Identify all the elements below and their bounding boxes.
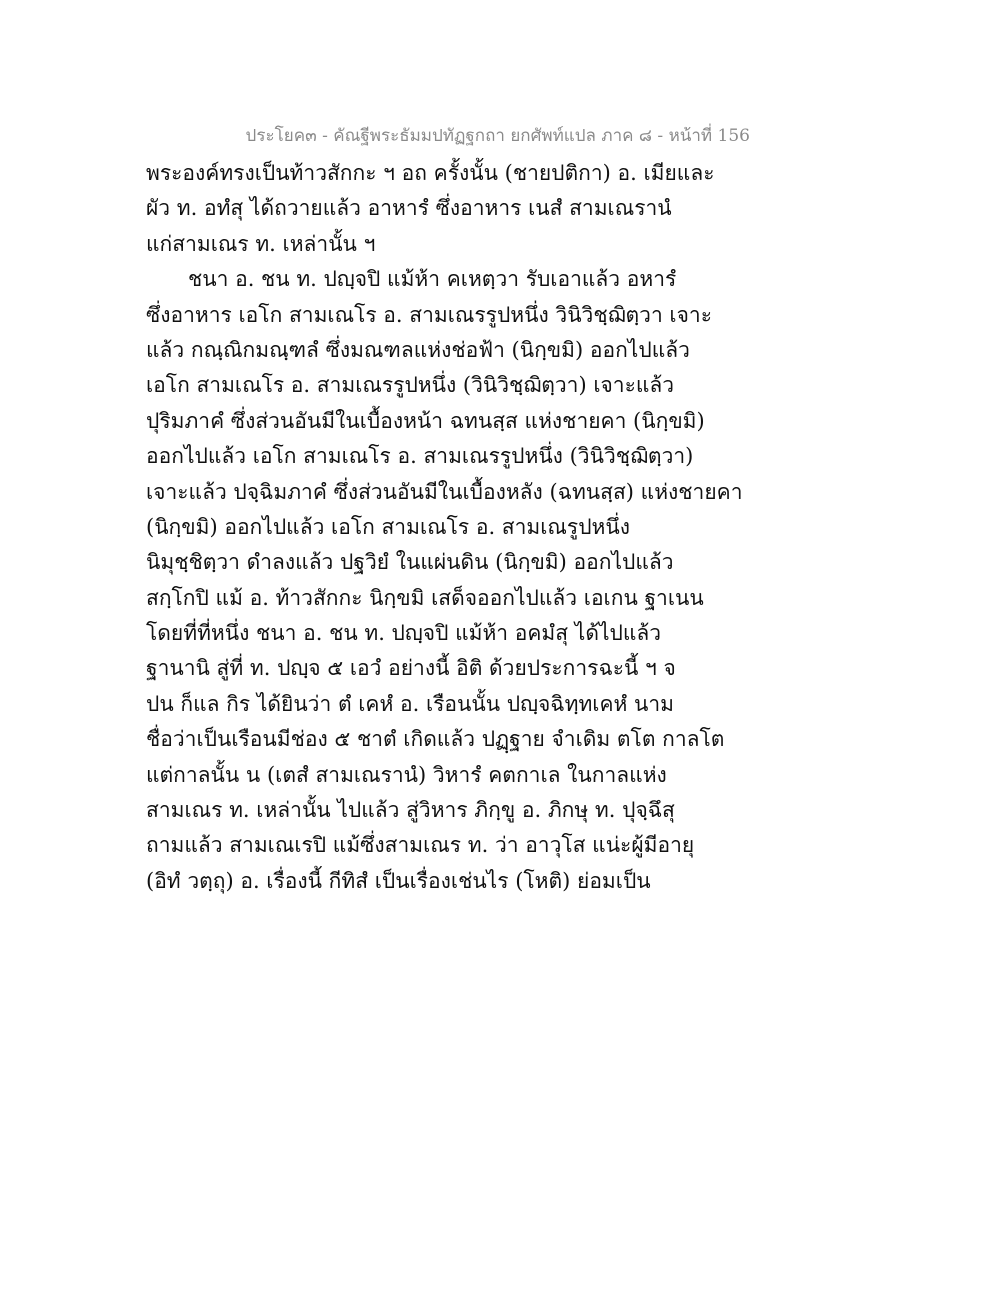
text-line: ชื่อว่าเป็นเรือนมีช่อง ๕ ชาตํ เกิดแล้ว ปฏฺฐาย จำเดิม ตโต กาลโต [146,727,725,752]
text-line: เอโก สามเณโร อ. สามเณรรูปหนึ่ง (วินิวิชฺฌิตฺวา) เจาะแล้ว [146,373,675,398]
text-line: ปุริมภาคํ ซึ่งส่วนอันมีในเบื้องหน้า ฉทนสฺส แห่งชายคา (นิกฺขมิ) [146,408,705,433]
page-header: ประโยค๓ - คัณฐีพระธัมมปทัฏฐกถา ยกศัพท์แปล ภาค ๘ - หน้าที่ 156 [245,126,750,146]
text-line: นิมุชฺชิตฺวา ดำลงแล้ว ปฐวิยํ ในแผ่นดิน (นิกฺขมิ) ออกไปแล้ว [146,550,674,575]
text-line: โดยที่ที่หนึ่ง ชนา อ. ชน ท. ปญฺจปิ แม้ห้า อคมํสุ ได้ไปแล้ว [146,621,662,646]
text-line: สกฺโกปิ แม้ อ. ท้าวสักกะ นิกฺขมิ เสด็จออกไปแล้ว เอเกน ฐาเนน [146,585,704,610]
text-line: (อิทํ วตฺถุ) อ. เรื่องนี้ กีทิสํ เป็นเรื่องเช่นไร (โหติ) ย่อมเป็น [146,868,651,893]
text-line: แต่กาลนั้น น (เตสํ สามเณรานํ) วิหารํ คตกาเล ในกาลแห่ง [146,762,667,787]
text-line: (นิกฺขมิ) ออกไปแล้ว เอโก สามเณโร อ. สามเณรูปหนึ่ง [146,514,630,539]
text-line: เจาะแล้ว ปจฺฉิมภาคํ ซึ่งส่วนอันมีในเบื้องหลัง (ฉทนสฺส) แห่งชายคา [146,479,743,504]
body-text [146,156,866,899]
text-line: แล้ว กณฺณิกมณฺฑลํ ซึ่งมณฑลแห่งช่อฟ้า (นิกฺขมิ) ออกไปแล้ว [146,337,690,362]
text-line: พระองค์ทรงเป็นท้าวสักกะ ฯ อถ ครั้งนั้น (ชายปติกา) อ. เมียและ [146,161,715,185]
text-line: ปน ก็แล กิร ได้ยินว่า ตํ เคหํ อ. เรือนนั้น ปญฺจฉิทฺทเคหํ นาม [146,691,675,716]
text-line: สามเณร ท. เหล่านั้น ไปแล้ว สู่วิหาร ภิกฺขู อ. ภิกษุ ท. ปุจฺฉึสุ [146,798,675,823]
text-line-paragraph-start: ชนา อ. ชน ท. ปญฺจปิ แม้ห้า คเหตฺวา รับเอาแล้ว อหารํ [188,267,677,292]
text-line: ฐานานิ สู่ที่ ท. ปญฺจ ๕ เอวํ อย่างนี้ อิติ ด้วยประการฉะนี้ ฯ จ [146,656,676,681]
text-line: ผัว ท. อทํสุ ได้ถวายแล้ว อาหารํ ซึ่งอาหาร เนสํ สามเณรานํ [146,196,672,221]
text-line: ถามแล้ว สามเณเรปิ แม้ซึ่งสามเณร ท. ว่า อาวุโส แน่ะผู้มีอายุ [146,833,695,858]
text-line: ออกไปแล้ว เอโก สามเณโร อ. สามเณรรูปหนึ่ง (วินิวิชฺฌิตฺวา) [146,444,694,469]
text-line: แก่สามเณร ท. เหล่านั้น ฯ [146,231,376,256]
text-line: ซึ่งอาหาร เอโก สามเณโร อ. สามเณรรูปหนึ่ง วินิวิชฺฌิตฺวา เจาะ [146,302,712,327]
